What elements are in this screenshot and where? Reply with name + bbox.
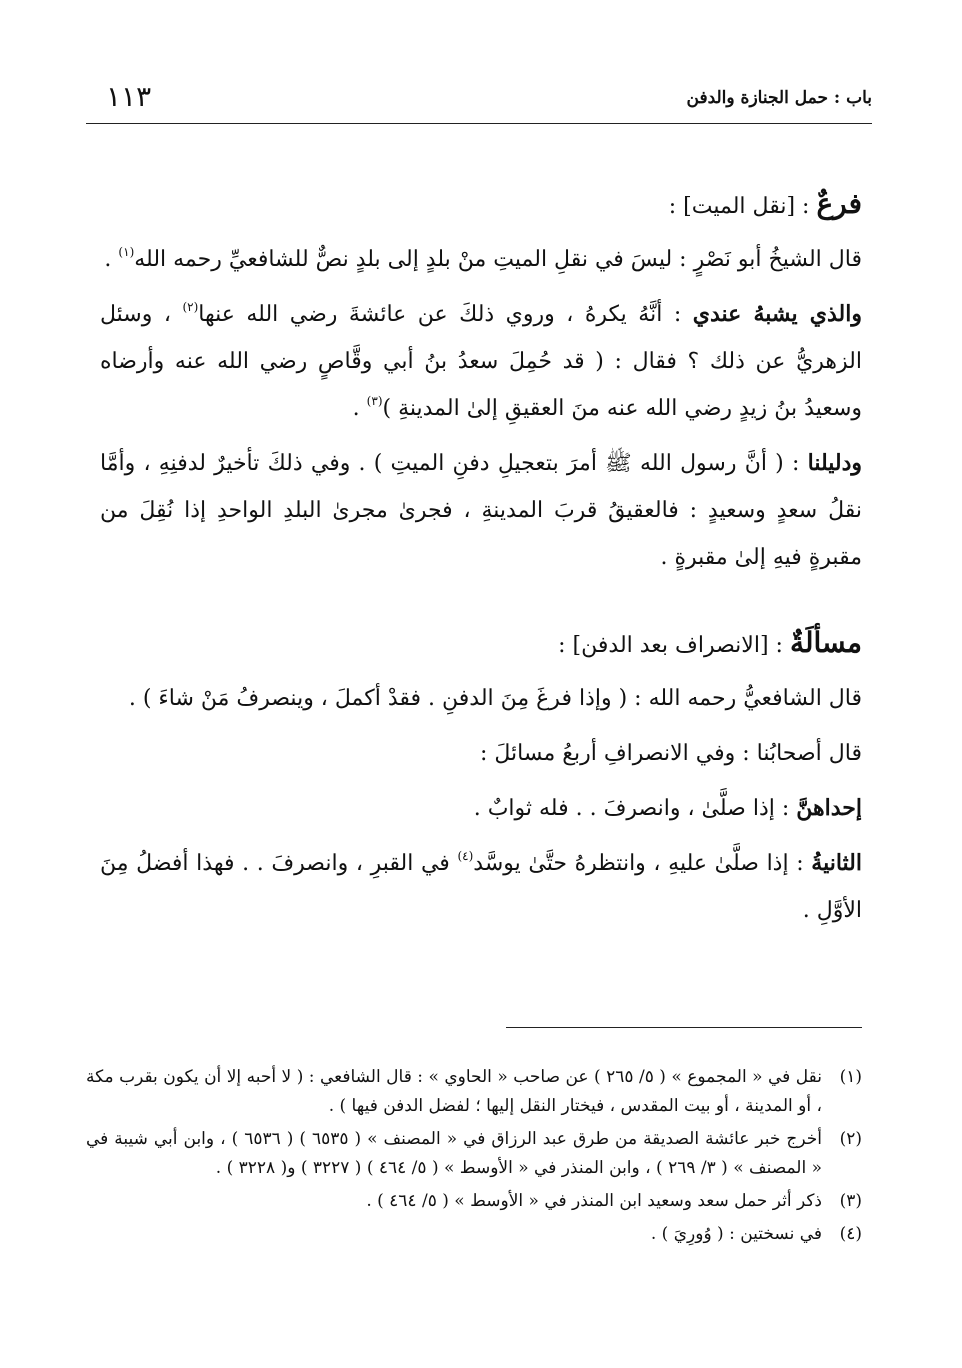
paragraph-lead: الثانيةُ bbox=[811, 850, 862, 876]
footnote-ref: (١) bbox=[118, 245, 135, 259]
running-header bbox=[88, 80, 872, 118]
section-topic: : [نقل الميت] : bbox=[668, 194, 810, 219]
paragraph-lead: والذي يشبهُ عندي bbox=[692, 301, 862, 327]
footnote-number: (١) bbox=[839, 1067, 862, 1087]
paragraph-lead: إحداهنَّ bbox=[796, 795, 862, 821]
paragraph-text: . bbox=[104, 247, 119, 272]
paragraph-text: قال الشيخُ أبو نَصْرٍ : ليسَ في نقلِ الميتِ منْ بلدٍ إلى بلدٍ نصٌّ للشافعيِّ رحمه الله bbox=[134, 247, 862, 272]
footnote-text: ذكر أثر حمل سعد وسعيد ابن المنذر في « الأوسط » ( ٥/ ٤٦٤ ) . bbox=[366, 1191, 822, 1211]
paragraph bbox=[100, 675, 862, 722]
paragraph-text: . bbox=[352, 396, 367, 421]
section-term: فرعٌ bbox=[816, 187, 862, 220]
paragraph bbox=[100, 840, 862, 934]
paragraph-text: : أنَّهُ يكرهُ ، وروي ذلكَ عن عائشةَ رضي الله عنها bbox=[198, 302, 693, 327]
page-number: ١١٣ bbox=[106, 80, 152, 113]
footnote bbox=[86, 1125, 862, 1183]
footnote bbox=[86, 1220, 862, 1249]
section-heading-masala bbox=[100, 619, 862, 669]
footnote bbox=[86, 1187, 862, 1216]
footnote-ref: (٣) bbox=[366, 394, 383, 408]
footnote-text: في نسختين : ( وُورِيَ ) . bbox=[650, 1224, 822, 1244]
footnote-text: نقل في « المجموع » ( ٥/ ٢٦٥ ) عن صاحب « الحاوي » : قال الشافعي : ( لا أحبه إلا أن يكون بقرب مكة ، أو المدينة ، أو بيت المقدس ، فيختار النقل إليها ؛ لفضل الدفن فيها ) . bbox=[86, 1067, 822, 1116]
paragraph-text: ، وسئل الزهريُّ عن ذلك ؟ فقال : ( قد حُمِلَ سعدُ بنُ أبي وقَّاصٍ رضي الله عنه وأرضاه وسعيدُ بنُ زيدٍ رضي الله عنه منَ العقيقِ إلىٰ المدينةِ ) bbox=[100, 302, 862, 421]
paragraph bbox=[100, 291, 862, 432]
paragraph bbox=[100, 440, 862, 581]
chapter-title: باب : حمل الجنازة والدفن bbox=[686, 88, 872, 108]
footnote-ref: (٢) bbox=[182, 300, 199, 314]
paragraph bbox=[100, 785, 862, 832]
paragraph-text: قال الشافعيُّ رحمه الله : ( وإذا فرغَ مِنَ الدفنِ . فقدْ أكملَ ، وينصرفُ مَنْ شاءَ ) . bbox=[128, 686, 862, 711]
section-gap bbox=[100, 589, 862, 619]
footnote bbox=[86, 1063, 862, 1121]
footnote-number: (٤) bbox=[839, 1224, 862, 1244]
paragraph-text: قال أصحابُنا : وفي الانصرافِ أربعُ مسائلَ : bbox=[479, 741, 862, 766]
footnotes bbox=[86, 1063, 862, 1253]
footnote-text: أخرج خبر عائشة الصديقة من طرق عبد الرزاق في « المصنف » ( ٦٥٣٥ ) ( ٦٥٣٦ ) ، وابن أبي شيبة في « المصنف » ( ٣/ ٢٦٩ ) ، وابن المنذر في « الأوسط » ( ٥/ ٤٦٤ ) ( ٣٢٢٧ ) و( ٣٢٢٨ ) . bbox=[86, 1129, 822, 1178]
section-term: مسألَةٌ bbox=[789, 626, 862, 659]
paragraph bbox=[100, 236, 862, 283]
paragraph-text: في القبرِ ، وانصرفَ . . فهذا أفضلُ مِنَ الأوَّلِ . bbox=[100, 851, 862, 923]
paragraph-text: : إذا صلَّىٰ ، وانصرفَ . . فله ثوابٌ . bbox=[473, 796, 797, 821]
footnote-number: (٢) bbox=[839, 1129, 862, 1149]
footnote-ref: (٤) bbox=[457, 849, 474, 863]
paragraph bbox=[100, 730, 862, 777]
footnote-number: (٣) bbox=[839, 1191, 862, 1211]
main-text bbox=[100, 180, 862, 942]
footnote-rule bbox=[506, 1027, 862, 1028]
paragraph-text: : ( أنَّ رسول الله ﷺ أمرَ بتعجيلِ دفنِ الميتِ ) . وفي ذلكَ تأخيرٌ لدفنِهِ ، وأمَّا نقلُ سعدٍ وسعيدٍ : فالعقيقُ قربَ المدينةِ ، فجرىٰ مجرىٰ البلدِ الواحدِ إذا نُقِلَ من مقبرةٍ فيهِ إلىٰ مقبرةٍ . bbox=[100, 451, 862, 570]
header-rule bbox=[86, 123, 872, 124]
section-topic: : [الانصراف بعد الدفن] : bbox=[558, 633, 783, 658]
paragraph-text: : إذا صلَّىٰ عليهِ ، وانتظرهُ حتَّىٰ يوسَّد bbox=[473, 851, 812, 876]
paragraph-lead: ودليلنا bbox=[807, 450, 862, 476]
section-heading-furu bbox=[100, 180, 862, 230]
